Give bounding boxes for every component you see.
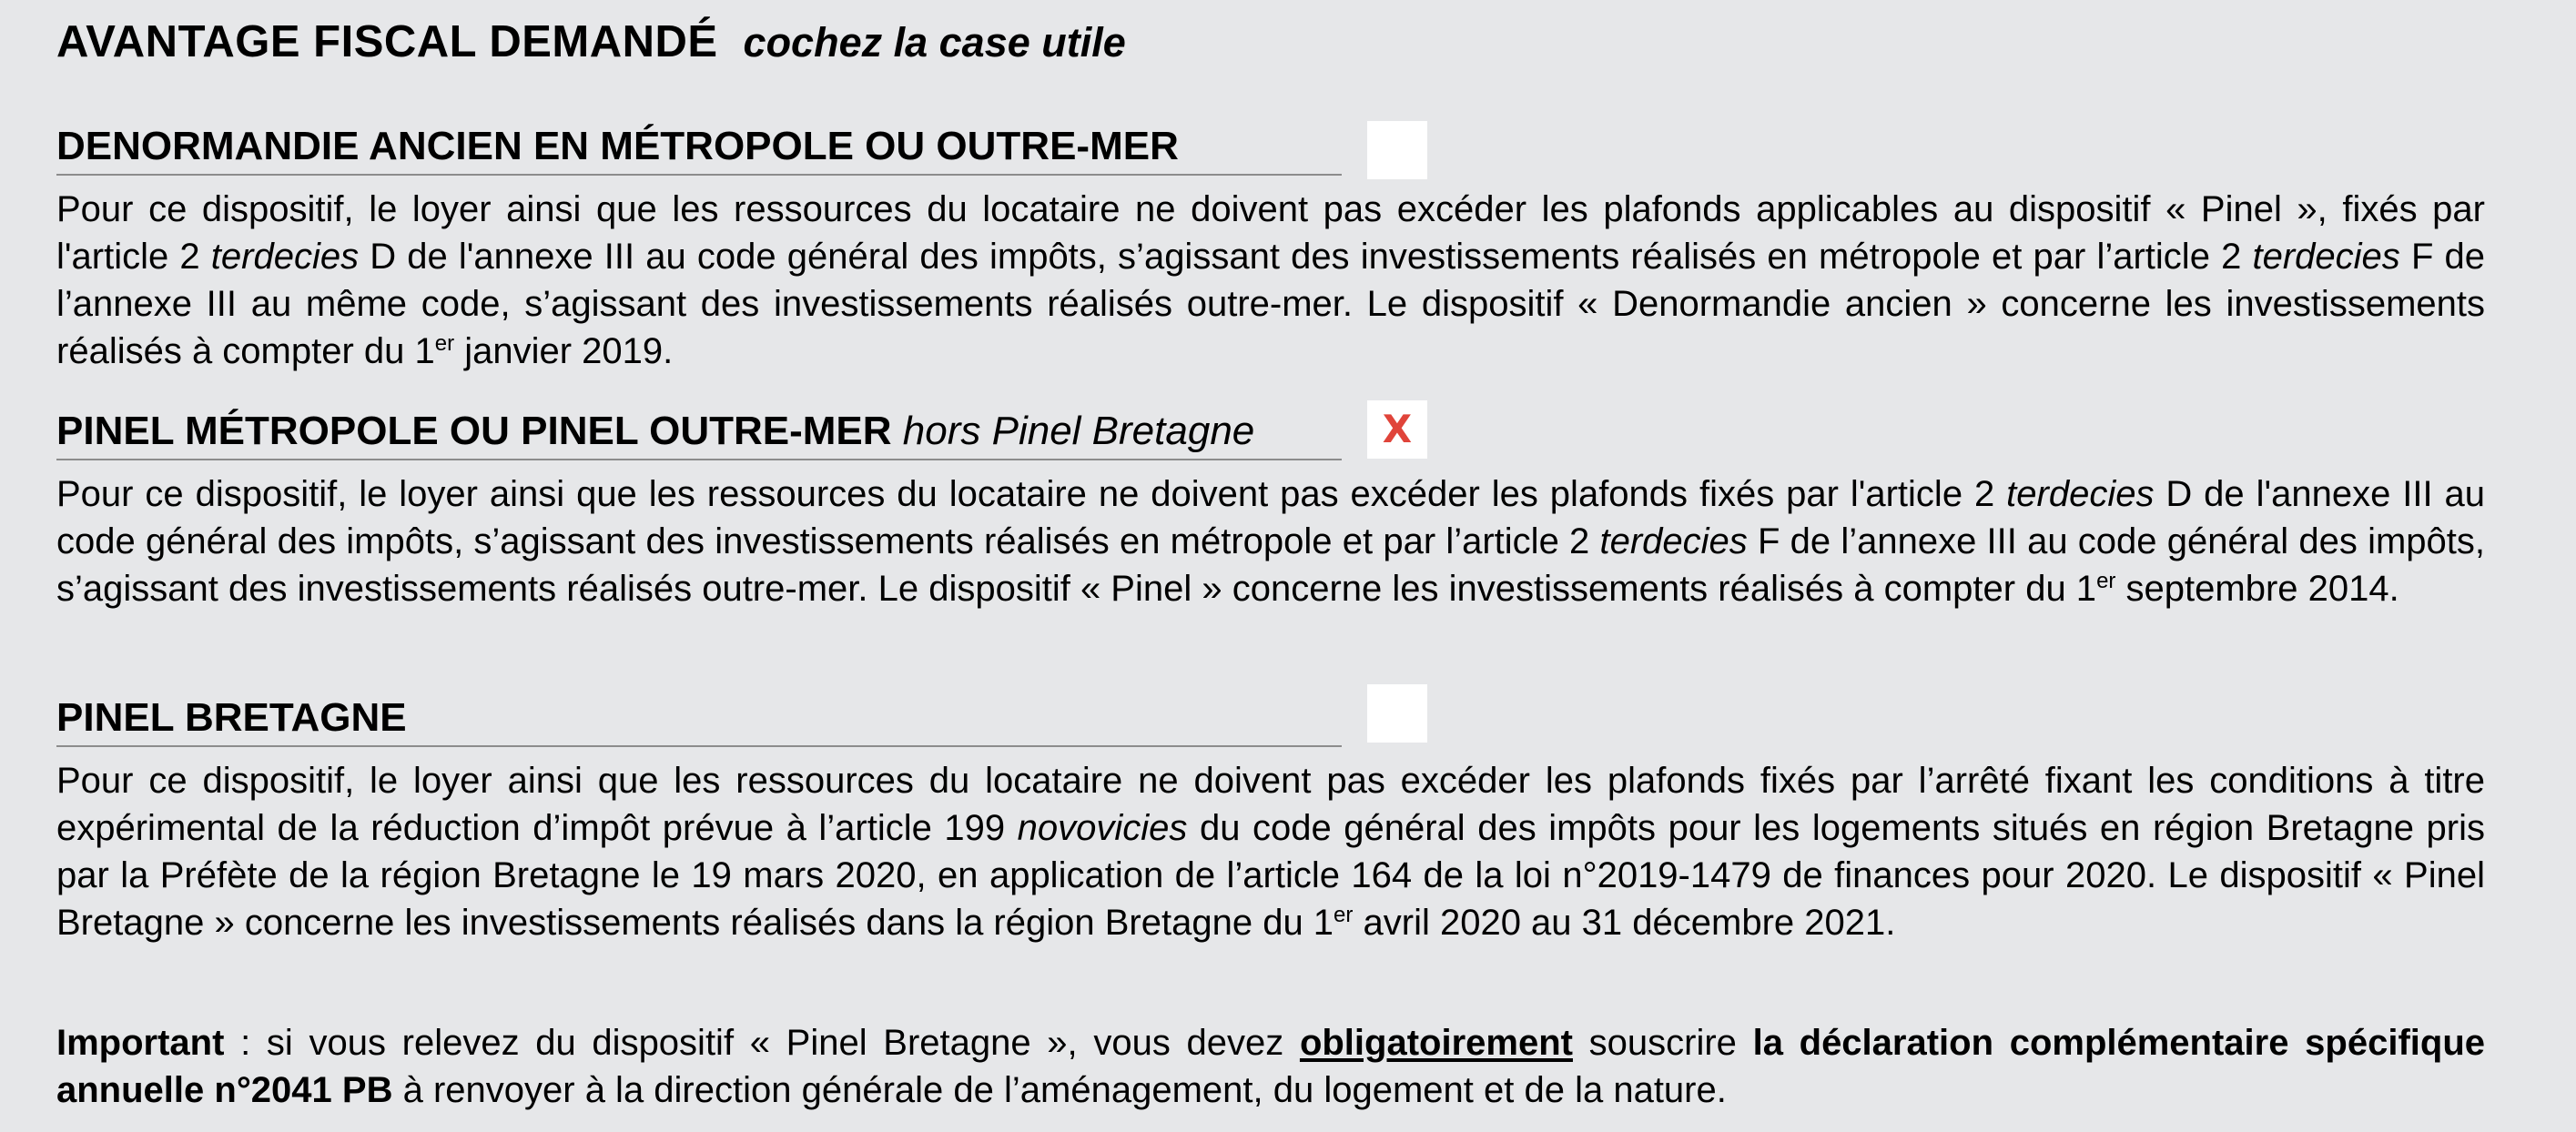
checkbox-pinel[interactable]: X xyxy=(1367,400,1427,459)
page-title xyxy=(56,16,1126,67)
section-heading-pinel-bretagne xyxy=(56,693,1342,747)
section-body-pinel: Pour ce dispositif, le loyer ainsi que les ressources du locataire ne doivent pas excéder les plafonds fixés par l'article 2 terdecies D de l'annexe III au code général des impôts, s’agissant des investissements réalisés en métropole et par l’article 2 terdecies F de l’annexe III au code général des impôts, s’agissant des investissements réalisés outre-mer. Le dispositif « Pinel » concerne les investissements réalisés à compter du 1er septembre 2014. xyxy=(56,474,2486,609)
section-heading-denormandie xyxy=(56,122,1342,176)
emphasis-obligatoirement: obligatoirement xyxy=(1299,1023,1573,1063)
section-heading-text: PINEL MÉTROPOLE OU PINEL OUTRE-MER xyxy=(56,409,892,453)
checkbox-pinel-bretagne[interactable] xyxy=(1367,684,1427,743)
section-heading-text: PINEL BRETAGNE xyxy=(56,695,407,740)
section-heading-note: hors Pinel Bretagne xyxy=(902,409,1255,453)
declaration-reference: la déclaration complémentaire spécifique annuelle n°2041 PB xyxy=(56,1023,2485,1110)
checkbox-denormandie[interactable] xyxy=(1367,121,1427,179)
section-heading-pinel xyxy=(56,407,1342,460)
important-label: Important xyxy=(56,1023,225,1063)
title-hint: cochez la case utile xyxy=(743,19,1126,66)
section-body-denormandie: Pour ce dispositif, le loyer ainsi que les ressources du locataire ne doivent pas excéder les plafonds applicables au dispositif « Pinel », fixés par l'article 2 terdecies D de l'annexe III au code général des impôts, s’agissant des investissements réalisés en métropole et par l’article 2 terdecies F de l’annexe III au même code, s’agissant des investissements réalisés outre-mer. Le dispositif « Denormandie ancien » concerne les investissements réalisés à compter du 1er janvier 2019. xyxy=(56,189,2486,371)
section-heading-text: DENORMANDIE ANCIEN EN MÉTROPOLE OU OUTRE-MER xyxy=(56,124,1179,168)
important-note: Important : si vous relevez du dispositif « Pinel Bretagne », vous devez obligatoirement souscrire la déclaration complémentaire spécifique annuelle n°2041 PB à renvoyer à la direction générale de l’aménagement, du logement et de la nature. xyxy=(56,1023,2485,1110)
title-text: AVANTAGE FISCAL DEMANDÉ xyxy=(56,17,718,66)
section-body-pinel-bretagne: Pour ce dispositif, le loyer ainsi que les ressources du locataire ne doivent pas excéder les plafonds fixés par l’arrêté fixant les conditions à titre expérimental de la réduction d’impôt prévue à l’article 199 novovicies du code général des impôts pour les logements situés en région Bretagne pris par la Préfète de la région Bretagne le 19 mars 2020, en application de l’article 164 de la loi n°2019-1479 de finances pour 2020. Le dispositif « Pinel Bretagne » concerne les investissements réalisés dans la région Bretagne du 1er avril 2020 au 31 décembre 2021. xyxy=(56,761,2485,943)
